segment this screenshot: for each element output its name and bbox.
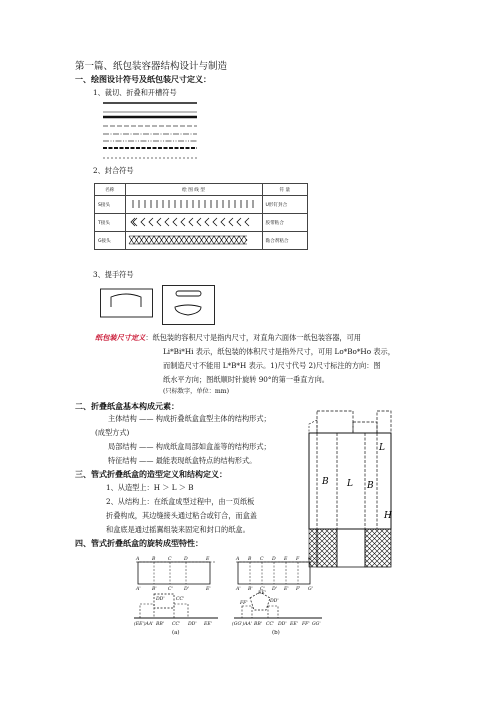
svg-text:B': B' bbox=[152, 587, 157, 592]
dieline-label: H bbox=[384, 511, 392, 521]
svg-text:B: B bbox=[152, 557, 156, 562]
page-title: 第一篇、纸包装容器结构设计与制造 bbox=[75, 61, 228, 72]
s2-line4: 特征结构 —— 最能表现纸盒特点的结构形式。 bbox=[108, 456, 257, 465]
svg-text:CC': CC' bbox=[172, 622, 181, 627]
dimension-definition-line4: 纸水平方向；图纸顺时针旋转 90°的第一垂直方向。 bbox=[163, 375, 329, 384]
seal-row-tape-pattern bbox=[125, 214, 262, 232]
handle-symbols-figure bbox=[100, 285, 220, 325]
sub3-heading: 3、提手符号 bbox=[93, 270, 134, 279]
section-1-heading: 一、绘图设计符号及纸包装尺寸定义： bbox=[75, 74, 211, 84]
svg-text:DD': DD' bbox=[188, 622, 197, 627]
box-dieline-figure bbox=[307, 406, 399, 574]
s2-line3: 局部结构 —— 构成纸盒局部如盒盖等的结构形式； bbox=[108, 442, 271, 451]
svg-text:EE': EE' bbox=[258, 591, 266, 596]
svg-text:DD': DD' bbox=[156, 597, 165, 602]
svg-text:A': A' bbox=[236, 587, 241, 592]
svg-text:(EE')AA': (EE')AA' bbox=[134, 622, 154, 627]
rotation-figure bbox=[132, 554, 324, 636]
dimension-definition-note: (只标数字，单位：mm) bbox=[163, 388, 230, 395]
svg-text:D': D' bbox=[184, 587, 189, 592]
s2-line2: (成型方式) bbox=[95, 428, 130, 437]
s2-line1: 主体结构 —— 构成折叠纸盒盒型主体的结构形式； bbox=[108, 414, 271, 423]
svg-text:B: B bbox=[248, 557, 252, 562]
seal-row-effect: U形钉封合 bbox=[262, 196, 307, 214]
svg-text:(a): (a) bbox=[172, 630, 180, 636]
seal-row-staple-pattern bbox=[125, 196, 262, 214]
svg-text:CC': CC' bbox=[266, 622, 275, 627]
svg-text:F: F bbox=[296, 557, 300, 562]
svg-text:D: D bbox=[272, 557, 276, 562]
seal-row-name: G接头 bbox=[95, 232, 126, 250]
svg-text:EE': EE' bbox=[204, 622, 212, 627]
svg-text:DD': DD' bbox=[278, 622, 287, 627]
svg-text:DD': DD' bbox=[270, 599, 279, 604]
svg-text:FF': FF' bbox=[240, 601, 248, 606]
svg-text:E: E bbox=[284, 557, 288, 562]
svg-text:BB': BB' bbox=[254, 622, 263, 627]
seal-symbol-table bbox=[94, 183, 308, 250]
svg-text:(GG')AA': (GG')AA' bbox=[232, 622, 253, 627]
svg-text:FF': FF' bbox=[302, 622, 310, 627]
svg-text:D: D bbox=[184, 557, 188, 562]
seal-table-header-line: 绘 图 线 型 bbox=[125, 184, 262, 196]
svg-text:E': E' bbox=[284, 587, 289, 592]
sub1-heading: 1、裁切、折叠和开槽符号 bbox=[93, 88, 177, 97]
seal-table-header-name: 名称 bbox=[95, 184, 126, 196]
dimension-definition-line1: 纸包装尺寸定义：纸包装的容积尺寸是指内尺寸，对直角六面体一纸包装容器，可用 bbox=[95, 333, 361, 342]
dieline-label: B bbox=[322, 477, 329, 487]
svg-text:BB': BB' bbox=[156, 622, 165, 627]
seal-row-glue-pattern bbox=[125, 232, 262, 250]
seal-table-header-effect: 符 量 bbox=[262, 184, 307, 196]
svg-text:C: C bbox=[168, 557, 172, 562]
svg-text:G': G' bbox=[308, 587, 313, 592]
svg-text:A': A' bbox=[136, 587, 141, 592]
seal-row-name: T接头 bbox=[95, 214, 126, 232]
dimension-definition-label: 纸包装尺寸定义 bbox=[95, 333, 146, 342]
s3-line3: 折叠构成，其边缝接头通过粘合或钉合，而盒盖 bbox=[106, 511, 257, 520]
section-2-heading: 二、折叠纸盒基本构成元素： bbox=[75, 401, 179, 411]
dimension-definition-line2: Li*Bi*Hi 表示，纸包装的体积尺寸是指外尺寸，可用 Lo*Bo*Ho 表示， bbox=[163, 347, 395, 356]
svg-text:GG': GG' bbox=[312, 622, 321, 627]
rotation-figure-a bbox=[134, 556, 218, 636]
section-4-heading: 四、管式折叠纸盒的旋转成型特性： bbox=[75, 538, 203, 548]
svg-text:G: G bbox=[308, 557, 312, 562]
svg-text:EE': EE' bbox=[290, 622, 298, 627]
dieline-label: B bbox=[367, 481, 374, 491]
svg-text:CC': CC' bbox=[176, 597, 185, 602]
svg-text:E: E bbox=[206, 557, 210, 562]
s3-line2: 2、从结构上：在纸盒成型过程中，由一页纸板 bbox=[106, 497, 255, 506]
seal-row-name: S接头 bbox=[95, 196, 126, 214]
dieline-label: L bbox=[347, 479, 353, 489]
line-symbols-figure bbox=[101, 101, 201, 163]
svg-text:B': B' bbox=[248, 587, 253, 592]
svg-text:C: C bbox=[260, 557, 264, 562]
dimension-definition-line3: 而制造尺寸不能用 L*B*H 表示。1)尺寸代号 2)尺寸标注的方向：图 bbox=[163, 361, 381, 370]
dieline-label: L bbox=[379, 443, 385, 453]
s3-line4: 和盒底是通过摇翼组装来固定和封口的纸盒。 bbox=[106, 525, 250, 534]
svg-text:A: A bbox=[236, 557, 240, 562]
section-3-heading: 三、管式折叠纸盒的造型定义和结构定义： bbox=[75, 469, 227, 479]
svg-text:C': C' bbox=[260, 587, 265, 592]
svg-text:A: A bbox=[136, 557, 140, 562]
svg-text:(b): (b) bbox=[272, 630, 280, 636]
seal-row-effect: 胶带粘合 bbox=[262, 214, 307, 232]
sub2-heading: 2、封合符号 bbox=[93, 166, 134, 175]
s3-line1: 1、从造型上：H ＞ L ＞ B bbox=[106, 483, 194, 492]
svg-text:F': F' bbox=[296, 587, 301, 592]
seal-row-effect: 黏合剂粘合 bbox=[262, 232, 307, 250]
svg-text:E': E' bbox=[206, 587, 211, 592]
svg-text:D': D' bbox=[272, 587, 277, 592]
rotation-figure-b bbox=[232, 556, 322, 636]
svg-text:C': C' bbox=[168, 587, 173, 592]
